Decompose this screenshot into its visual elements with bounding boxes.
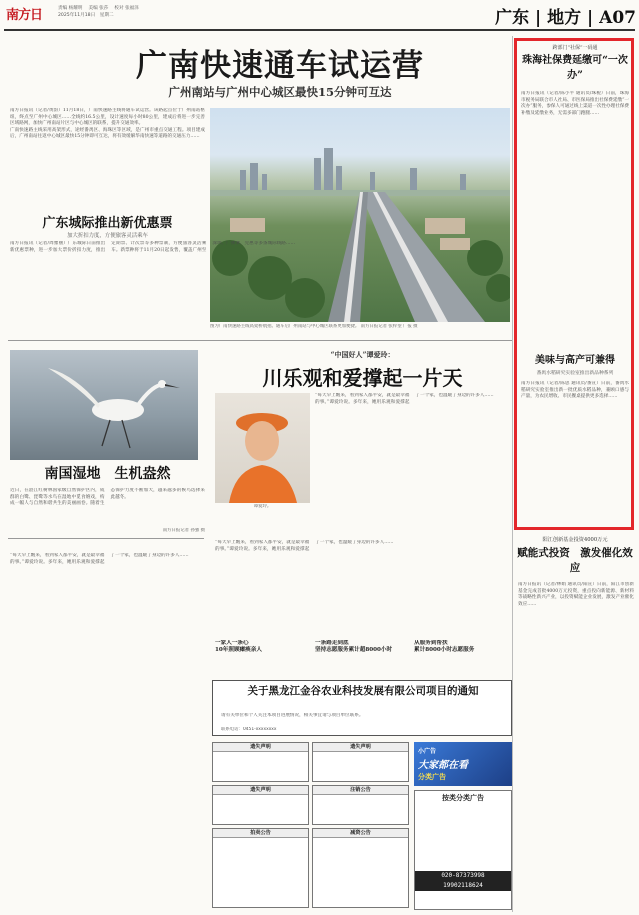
portrait-photo: [215, 393, 310, 503]
classified-ad: 减资公告: [312, 828, 409, 908]
ad-headline: 关于黑龙江金谷农业科技发展有限公司项目的通知: [247, 685, 479, 697]
feature-subhead-2: 10年照顾瘫痪亲人: [215, 647, 262, 653]
feature-subhead-3: 一条路走到底: [315, 640, 349, 646]
egret-illustration: [10, 350, 198, 460]
classified-title: 按类分类广告: [442, 793, 484, 802]
lead-headline: 广南快速通车试运营: [136, 48, 424, 80]
sidebox1-body: 南方日报讯（记者/陈小平 通讯员/珠税）日前，珠海市税务局联合市人社局、市医保局推出社保费延缴“一次办”服务，参保人可通过线上渠道一次性办理社保费补缴及延缴业务，无需多部门跑腿……: [521, 91, 629, 116]
wetland-caption: 南方日报记者 孙强 摄: [162, 528, 205, 533]
masthead-rule: [4, 29, 635, 31]
blue-ad-banner: 小广告 大家都在看 分类广告: [414, 742, 512, 786]
ad-body: 请有关单位和个人关注本项目进展情况，相关事宜请与项目单位联系。: [221, 713, 364, 718]
sidebox2-subhead: 番禺水稻研究实验室推出新品种系列: [536, 371, 614, 376]
right-article-body: 南方日报讯（记者/林娟 通讯员/阳宣）日前，阳江市创新基金完成首批4000万元投资，重点投向新能源、新材料等战略性新兴产业，以投资赋能企业发展，激发产业催化效应……: [518, 582, 634, 607]
feature-subheads-col3: [414, 640, 512, 662]
date-line: 2025年11月18日 星期二: [58, 13, 114, 18]
wetland-body: 近日，在湛江红树林国家级自然保护区内，成群的白鹭、琵鹭等水鸟在湿地中觅食嬉戏，构成一幅人与自然和谐共生的美丽画卷。随着生态保护力度不断加大，越来越多的候鸟选择来此越冬。: [10, 488, 205, 507]
divider: [8, 538, 204, 539]
feature-body-top: “每天早上醒来，看到家人都平安，就是最幸福的事。”谭爱玲说。多年来，她用乐观和爱撑起了一个家，也温暖了身边的许多人……: [315, 393, 494, 405]
portrait-caption: 谭爱玲。: [253, 504, 272, 509]
sidebox1-headline: 珠海社保费延缴可“一次办”: [522, 55, 628, 81]
divider: [8, 340, 512, 341]
feature-subhead-6: 累计8000小时志愿服务: [414, 647, 475, 653]
masthead-meta: [58, 5, 218, 21]
lead-subheadline: 广州南站与广州中心城区最快15分钟可互达: [168, 85, 392, 99]
lead-body: 南方日报讯（记者/黄韵）11月18日，广南快速路主线将通车试运营。该路起点位于广州南站枢纽，终点至广州中心城区……全线约16.5公里，设计速度每小时80公里，建成后将进一步完善区域路网，加快广州南站片区与中心城区的联系，提升交通效率。 广南快速路主线采用高架形式，途经番禺区、海珠区等区域，是广州市重点交通工程。项目建成后，广州南站往返中心城区最快15分钟即可互达，将有效缓解华南快速等道路的交通压力……: [10, 108, 205, 140]
sidebox2-body: 南方日报讯（记者/陈思 通讯员/番宣）日前，番禺水稻研究实验室推出新一批优质水稻品种，兼顾口感与产量，为农民增收、市民餐桌提供更多选择……: [521, 381, 629, 400]
feature-body-bottom: “每天早上醒来，看到家人都平安，就是最幸福的事。”谭爱玲说。多年来，她用乐观和爱撑起了一个家，也温暖了身边的许多人……: [215, 540, 394, 552]
classified-ad: 拍卖公告: [212, 828, 309, 908]
article2-subhead: 加大折扣力度，方便旅客灵活乘车: [67, 233, 148, 239]
lead-photo-caption: 图为广南快速路主线高架桥航拍。通车后广州南站与中心城区联系更加便捷。 南方日报记者 张梓望 广报 摄: [210, 324, 418, 329]
feature-subheads-col1: [215, 640, 313, 662]
left-column-body: “每天早上醒来，看到家人都平安，就是最幸福的事。”谭爱玲说。多年来，她用乐观和爱撑起了一个家，也温暖了身边的许多人……: [10, 553, 189, 565]
editor-line: 责编 杨耀明 美编 张莎 校对 张福泽: [58, 6, 139, 11]
portrait-illustration: [215, 393, 310, 503]
feature-subhead-4: 坚持志愿服务累计超8000小时: [315, 647, 393, 653]
classified-ad: 遗失声明: [212, 742, 309, 782]
wetland-headline: 南国湿地 生机盎然: [44, 466, 171, 482]
classified-phones: 020-87373998 19902118624: [415, 871, 511, 891]
sidebox2-headline: 美味与高产可兼得: [535, 355, 615, 366]
classified-ad: 遗失声明: [212, 785, 309, 825]
classified-contact-box: [414, 790, 512, 910]
feature-subhead-1: 一家人一条心: [215, 640, 249, 646]
column-divider: [512, 36, 513, 912]
article2-body: 南方日报讯（记者/周雅丽）广东城际日前推出新优惠票种，进一步加大票价折扣力度，推出定期票、计次票等多种票制，方便旅客灵活乘车。新票种将于11月20日起发售，覆盖广州至深圳、广佛肇、莞惠等多条城际线路……: [10, 241, 296, 253]
section-header: 广东 | 地方 | A07: [495, 8, 636, 27]
newspaper-logo: 南方日: [6, 8, 43, 23]
feature-kicker: “中国好人”谭爱玲：: [330, 350, 395, 359]
ad-contact: 联系电话：0451-xxxxxxxx: [221, 727, 277, 732]
ad-notice: [212, 680, 512, 736]
classified-ads: [212, 742, 410, 910]
feature-subhead-5: 从服务到帮扶: [414, 640, 448, 646]
feature-subheads-col2: [315, 640, 413, 662]
right-article-kicker: 阳江创新基金投资4000万元: [542, 537, 608, 543]
article2-headline: 广东城际推出新优惠票: [42, 216, 173, 230]
wetland-photo: [10, 350, 198, 460]
sidebox-tag: 跨部门“社保”一码通: [552, 45, 598, 51]
right-article-headline: 赋能式投资 激发催化效应: [517, 547, 633, 574]
classified-ad: 注销公告: [312, 785, 409, 825]
feature-headline: 川乐观和爱撑起一片天: [262, 366, 463, 390]
classified-ad: 遗失声明: [312, 742, 409, 782]
right-sidebox: [514, 38, 634, 530]
